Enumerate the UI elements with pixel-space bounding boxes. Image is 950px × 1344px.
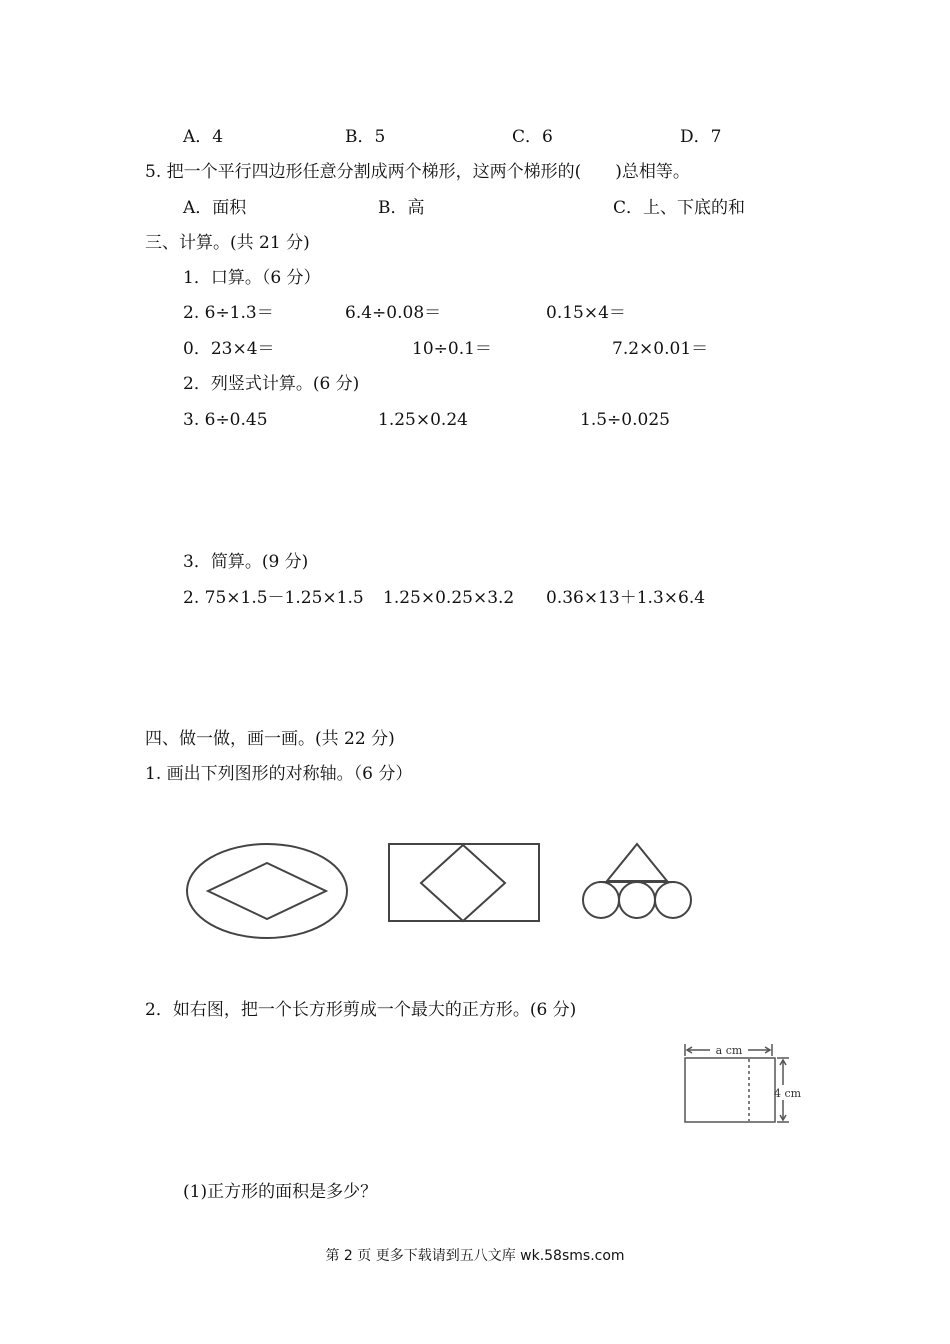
question-5-stem: 5. 把一个平行四边形任意分割成两个梯形，这两个梯形的( )总相等。 [145, 162, 690, 182]
option-b: B．5 [345, 127, 386, 147]
part-1-title: 1．口算。（6 分） [183, 268, 321, 288]
oral-calc-1: 2. 6÷1.3＝ [183, 303, 274, 323]
q5-option-c: C．上、下底的和 [613, 198, 746, 218]
height-label: 4 cm [774, 1087, 802, 1100]
oral-calc-4: 0．23×4＝ [183, 339, 275, 359]
simplify-calc-2: 1.25×0.25×3.2 [383, 588, 515, 608]
section-4-question-1: 1. 画出下列图形的对称轴。（6 分） [145, 764, 413, 784]
page-footer: 第 2 页 更多下载请到五八文库 wk.58sms.com [325, 1248, 625, 1264]
section-4-question-2: 2．如右图，把一个长方形剪成一个最大的正方形。(6 分) [145, 1000, 577, 1020]
sub-question-1: (1)正方形的面积是多少？ [183, 1182, 378, 1202]
q5-option-b: B．高 [378, 198, 425, 218]
part-3-title: 3．简算。(9 分) [183, 552, 309, 572]
q5-option-a: A．面积 [183, 198, 247, 218]
option-c: C．6 [512, 127, 553, 147]
oral-calc-6: 7.2×0.01＝ [612, 339, 709, 359]
vertical-calc-2: 1.25×0.24 [378, 410, 468, 430]
vertical-calc-3: 1.5÷0.025 [580, 410, 670, 430]
oral-calc-2: 6.4÷0.08＝ [345, 303, 442, 323]
section-4-title: 四、做一做，画一画。(共 22 分) [145, 729, 395, 749]
oral-calc-5: 10÷0.1＝ [412, 339, 492, 359]
oral-calc-3: 0.15×4＝ [546, 303, 626, 323]
simplify-calc-1: 2. 75×1.5－1.25×1.5 [183, 588, 364, 608]
part-2-title: 2．列竖式计算。(6 分) [183, 374, 360, 394]
simplify-calc-3: 0.36×13＋1.3×6.4 [546, 588, 706, 608]
option-d: D．7 [680, 127, 722, 147]
option-a: A．4 [183, 127, 224, 147]
width-label: a cm [715, 1044, 743, 1057]
vertical-calc-1: 3. 6÷0.45 [183, 410, 268, 430]
section-3-title: 三、计算。(共 21 分) [145, 233, 310, 253]
